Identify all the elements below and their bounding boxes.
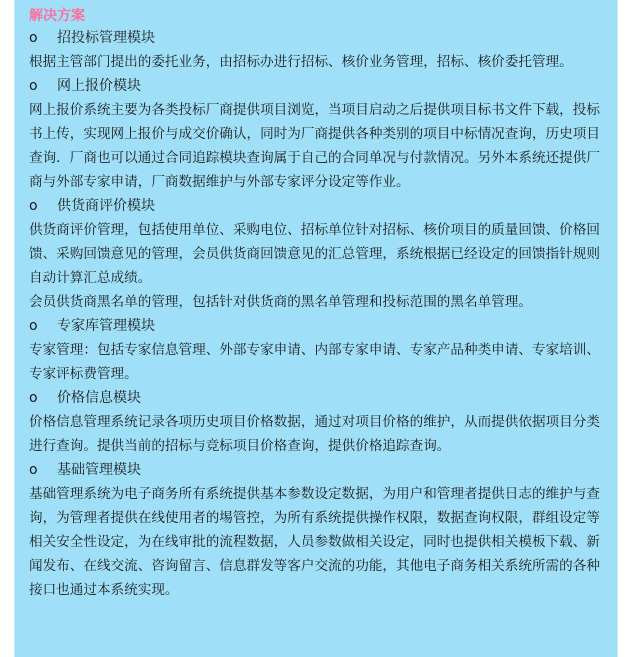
module-section — [29, 386, 617, 458]
module-heading — [29, 386, 617, 410]
module-section — [29, 74, 617, 194]
module-heading — [29, 74, 617, 98]
module-section — [29, 314, 617, 386]
module-heading — [29, 314, 617, 338]
bullet-icon: o — [29, 462, 38, 478]
module-description: 会员供货商黑名单的管理，包括针对供货商的黑名单管理和投标范围的黑名单管理。 — [29, 294, 532, 310]
module-heading-text: 网上报价模块 — [57, 78, 141, 94]
module-heading-text: 专家库管理模块 — [57, 318, 155, 334]
bullet-icon: o — [29, 318, 38, 334]
module-heading-text: 供货商评价模块 — [57, 198, 155, 214]
module-heading — [29, 26, 617, 50]
module-description: 根据主管部门提出的委托业务，由招标办进行招标、核价业务管理，招标、核价委托管理。 — [29, 54, 573, 70]
module-description: 基础管理系统为电子商务所有系统提供基本参数设定数据，为用户和管理者提供日志的维护与查询，为管理者提供在线使用者的埸管控，为所有系统提供操作权限，数据查询权限，群组设定等相关安全性设定，为在线审批的流程数据，人员参数做相关设定，同时也提供相关模板下载、新闻发布、在线交流、咨询留言、信息群发等客户交流的功能，其他电子商务相关系统所需的各种接口也通过本系统实现。 — [29, 486, 600, 598]
solution-panel — [14, 0, 618, 657]
module-heading-text: 基础管理模块 — [57, 462, 141, 478]
section-title: 解决方案 — [29, 8, 85, 24]
bullet-icon: o — [29, 78, 38, 94]
module-description: 网上报价系统主要为各类投标厂商提供项目浏览，当项目启动之后提供项目标书文件下载，投标书上传，实现网上报价与成交价确认，同时为厂商提供各种类别的项目中标情况查询，历史项目查询．厂商也可以通过合同追踪模块查询属于自己的合同单况与付款情况。另外本系统还提供厂商与外部专家申请，厂商数据维护与外部专家评分设定等作业。 — [29, 102, 600, 190]
bullet-icon: o — [29, 198, 38, 214]
module-description: 供货商评价管理，包括使用单位、采购电位、招标单位针对招标、核价项目的质量回馈、价格回馈、采购回馈意见的管理，会员供货商回馈意见的汇总管理，系统根据已经设定的回馈指针规则自动计算汇总成绩。 — [29, 222, 600, 286]
module-heading — [29, 194, 617, 218]
module-description: 价格信息管理系统记录各项历史项目价格数据，通过对项目价格的维护，从而提供依据项目分类进行查询。提供当前的招标与竞标项目价格查询，提供价格追踪查询。 — [29, 414, 600, 454]
bullet-icon: o — [29, 30, 38, 46]
bullet-icon: o — [29, 390, 38, 406]
module-section — [29, 26, 617, 74]
module-section — [29, 194, 617, 314]
module-description: 专家管理：包括专家信息管理、外部专家申请、内部专家申请、专家产品种类申请、专家培训、专家评标费管理。 — [29, 342, 600, 382]
module-heading-text: 价格信息模块 — [57, 390, 141, 406]
module-heading-text: 招投标管理模块 — [57, 30, 155, 46]
module-heading — [29, 458, 617, 482]
module-section — [29, 458, 617, 602]
